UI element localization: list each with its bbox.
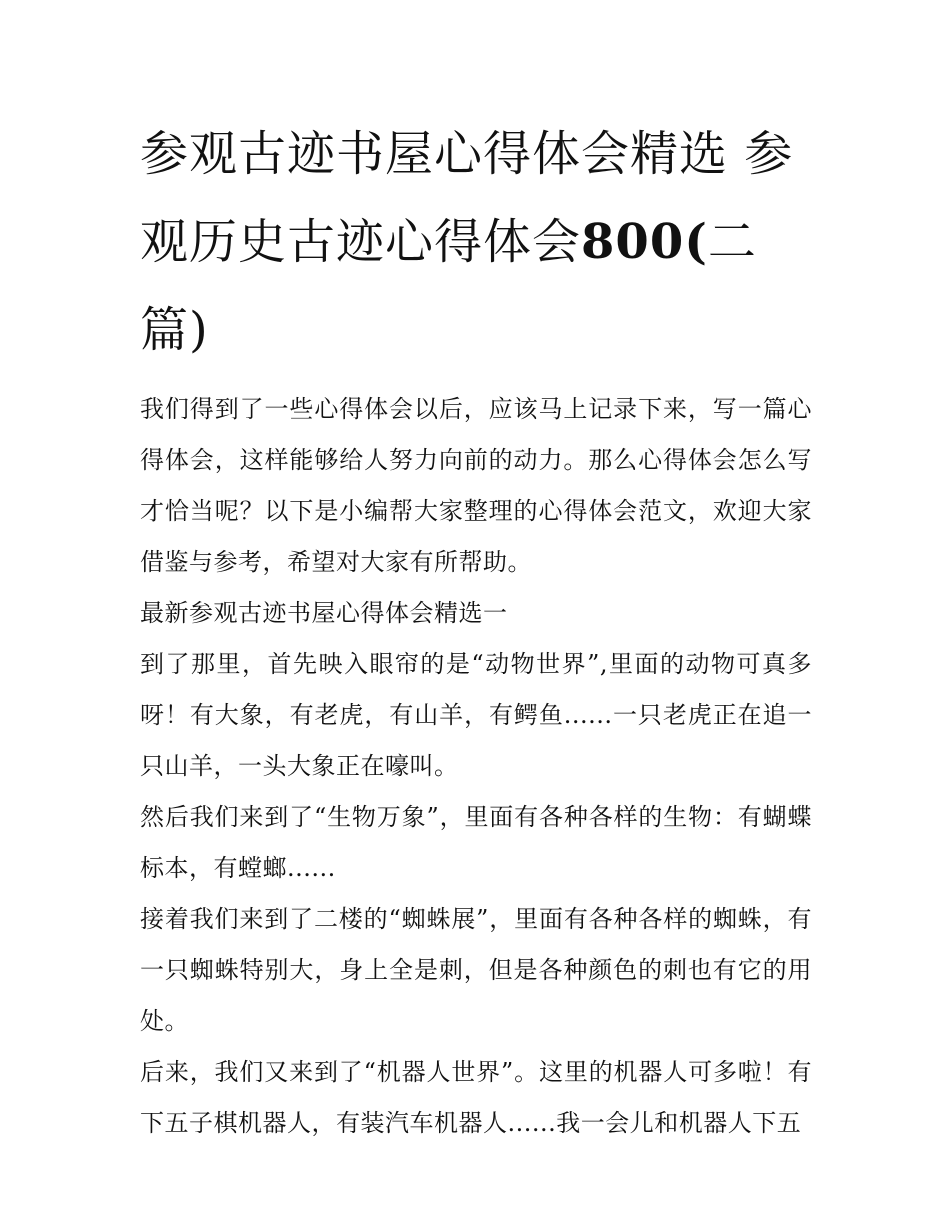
document-title (140, 110, 812, 374)
document-page (140, 110, 812, 1149)
body-paragraph: 到了那里，首先映入眼帘的是“动物世界”,里面的动物可真多呀！有大象，有老虎，有山羊，有鳄鱼......一只老虎正在追一只山羊，一头大象正在嚎叫。 (140, 650, 812, 780)
title-text-part2: 二篇) (140, 214, 757, 358)
section-heading: 最新参观古迹书屋心得体会精选一 (140, 599, 508, 627)
title-text-part1: 参观古迹书屋心得体会精选 参观历史古迹心得体会 (140, 126, 794, 270)
body-paragraph: 后来，我们又来到了“机器人世界”。这里的机器人可多啦！有下五子棋机器人，有装汽车机器人......我一会儿和机器人下五 (140, 1058, 812, 1137)
body-paragraph: 然后我们来到了“生物万象”，里面有各种各样的生物：有蝴蝶标本，有螳螂...... (140, 803, 812, 882)
intro-paragraph: 我们得到了一些心得体会以后，应该马上记录下来，写一篇心得体会，这样能够给人努力向前的动力。那么心得体会怎么写才恰当呢？以下是小编帮大家整理的心得体会范文，欢迎大家借鉴与参考，希望对大家有所帮助。 (140, 395, 812, 576)
body-paragraph: 接着我们来到了二楼的“蜘蛛展”，里面有各种各样的蜘蛛，有一只蜘蛛特别大，身上全是刺，但是各种颜色的刺也有它的用处。 (140, 905, 812, 1035)
title-number: 800( (581, 214, 708, 270)
